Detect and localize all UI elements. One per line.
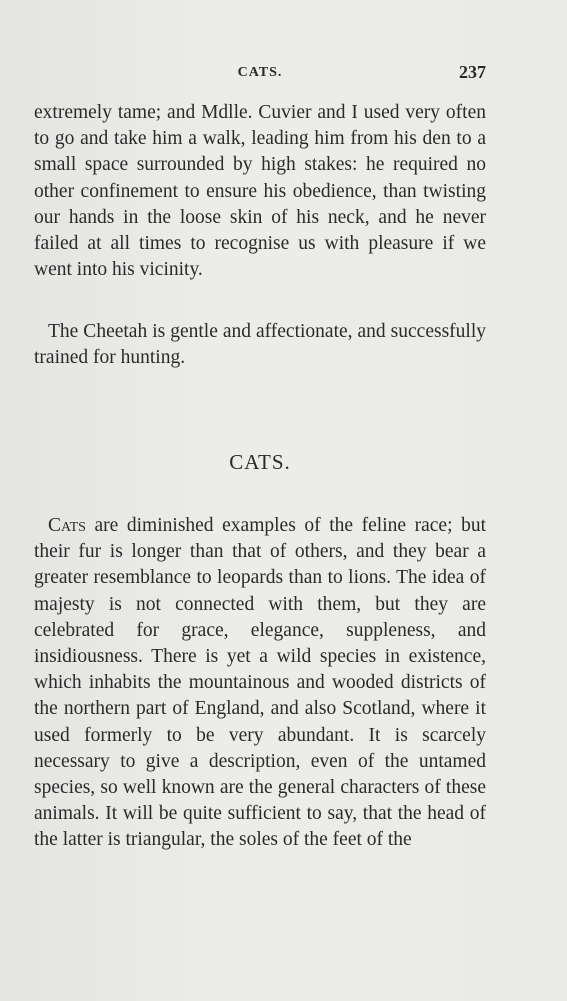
- continuation-text: extremely tame; and Mdlle. Cuvier and I used very often to go and take him a walk, leading him from his den to a small space surrounded by high stakes: he required no other confinement to ensure his obedience, than twisting our hands in the loose skin of his neck, and he never failed at all times to recognise us with pleasure if we went into his vicinity.: [34, 102, 486, 281]
- running-head: [34, 62, 486, 86]
- running-title: CATS.: [237, 65, 283, 80]
- cats-paragraph: [34, 513, 486, 854]
- cats-body-text: are diminished examples of the feline race; but their fur is longer than that of others, and they bear a greater resemblance to leopards than to lions. The idea of majesty is not connected with them, but they are celebrated for grace, elegance, suppleness, and insidiousness. There is yet a wild species in existence, which inhabits the mountainous and wooded districts of the northern part of England, and also Scotland, where it used formerly to be very abundant. It is scarcely necessary to give a description, even of the untamed species, so well known are the general characters of these animals. It will be quite sufficient to say, that the head of the latter is triangular, the soles of the feet of the: [34, 515, 486, 851]
- cats-lead-word: Cats: [48, 515, 86, 536]
- cats-text: [34, 513, 486, 854]
- continuation-paragraph: [34, 100, 486, 283]
- page-number: 237: [459, 62, 486, 82]
- cheetah-paragraph: [34, 319, 486, 371]
- section-heading: CATS.: [229, 450, 291, 474]
- cheetah-text: The Cheetah is gentle and affectionate, and successfully trained for hunting.: [34, 321, 486, 369]
